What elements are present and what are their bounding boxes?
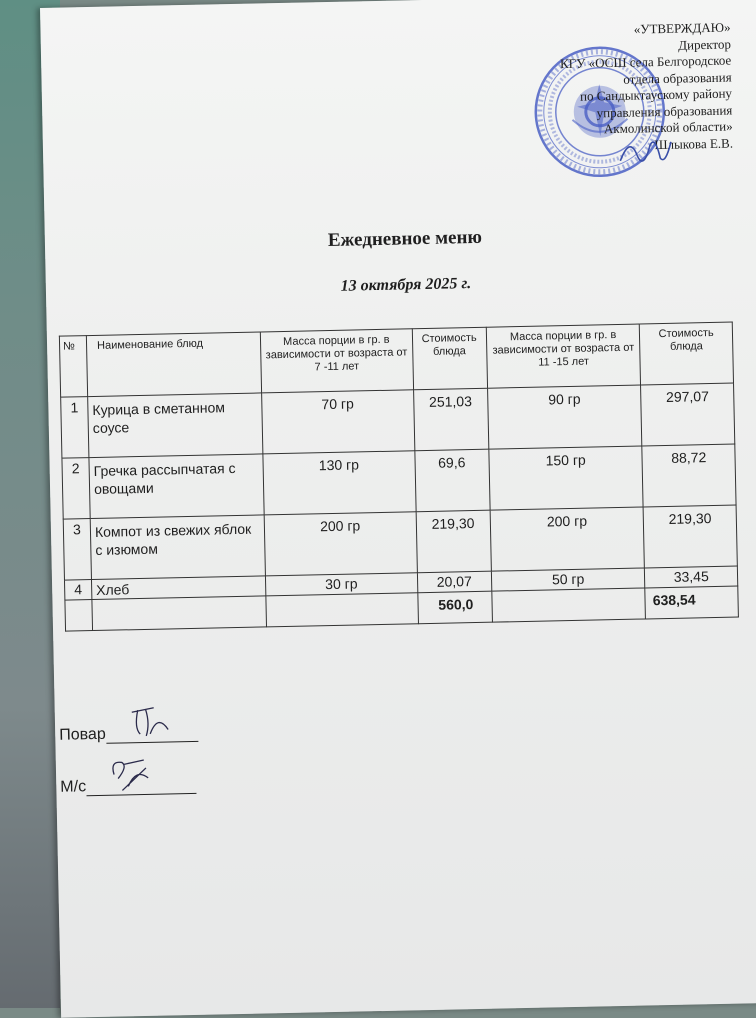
approval-line: КГУ «ОСШ села Белгородское [559, 52, 732, 72]
cost-7-11: 20,07 [417, 571, 492, 593]
header-num: № [59, 336, 87, 398]
cost-11-15: 88,72 [642, 444, 736, 507]
cook-signature-line [59, 723, 198, 745]
header-name: Наименование блюд [86, 332, 261, 397]
document-title: Ежедневное меню [327, 226, 483, 252]
menu-table [59, 322, 739, 632]
cost-11-15: 297,07 [641, 383, 735, 446]
mass-7-11: 70 гр [262, 390, 415, 454]
cost-11-15: 33,45 [645, 566, 738, 588]
header-mass-7-11: Масса порции в гр. в зависимости от возраста от 7 -11 лет [260, 329, 413, 393]
director-signature [615, 130, 676, 171]
nurse-signature-line [60, 775, 196, 797]
total-cost-11-15: 638,54 [645, 586, 738, 619]
signature-blank [86, 775, 196, 796]
dish-name: Хлеб [91, 576, 265, 600]
signature-blank [106, 723, 198, 744]
cost-7-11: 69,6 [414, 449, 490, 512]
approval-line: Шлыкова Е.В. [654, 135, 734, 152]
total-empty [266, 593, 418, 627]
approval-line: Акмолинской области» [603, 118, 733, 137]
row-num: 1 [61, 397, 89, 459]
menu-document [40, 0, 756, 1018]
cook-signature [123, 703, 174, 740]
dish-name: Гречка рассыпчатая с овощами [89, 454, 264, 519]
nurse-label: М/с [60, 778, 87, 796]
mass-11-15: 50 гр [491, 568, 645, 591]
approval-line: Директор [678, 36, 732, 53]
mass-7-11: 130 гр [263, 451, 416, 515]
nurse-signature [103, 756, 154, 793]
mass-7-11: 30 гр [265, 573, 417, 596]
cook-label: Повар [59, 725, 106, 744]
document-date: 13 октября 2025 г. [340, 275, 472, 295]
approval-line: управления образования [596, 102, 733, 120]
header-cost-11-15: Стоимость блюда [640, 322, 734, 385]
approval-block [430, 20, 733, 158]
total-empty [65, 600, 93, 632]
approval-line: по Сандыктаускому району [579, 85, 733, 104]
cost-7-11: 219,30 [416, 510, 492, 573]
mass-11-15: 150 гр [489, 446, 644, 510]
row-num: 3 [63, 519, 91, 581]
total-empty [92, 596, 267, 631]
mass-11-15: 200 гр [490, 507, 645, 571]
total-cost-7-11: 560,0 [417, 591, 492, 624]
mass-7-11: 200 гр [264, 512, 417, 576]
row-num: 2 [62, 458, 90, 520]
header-mass-11-15: Масса порции в гр. в зависимости от возраста от 11 -15 лет [486, 324, 641, 388]
dish-name: Компот из свежих яблок с изюмом [90, 515, 265, 580]
cost-7-11: 251,03 [413, 388, 489, 451]
approval-line: отдела образования [623, 69, 732, 87]
dish-name: Курица в сметанном соусе [88, 393, 263, 458]
header-cost-7-11: Стоимость блюда [412, 327, 488, 390]
approval-line: «УТВЕРЖДАЮ» [633, 19, 731, 37]
row-num: 4 [64, 580, 91, 601]
total-empty [492, 588, 646, 622]
cost-11-15: 219,30 [643, 505, 737, 568]
mass-11-15: 90 гр [487, 385, 642, 449]
